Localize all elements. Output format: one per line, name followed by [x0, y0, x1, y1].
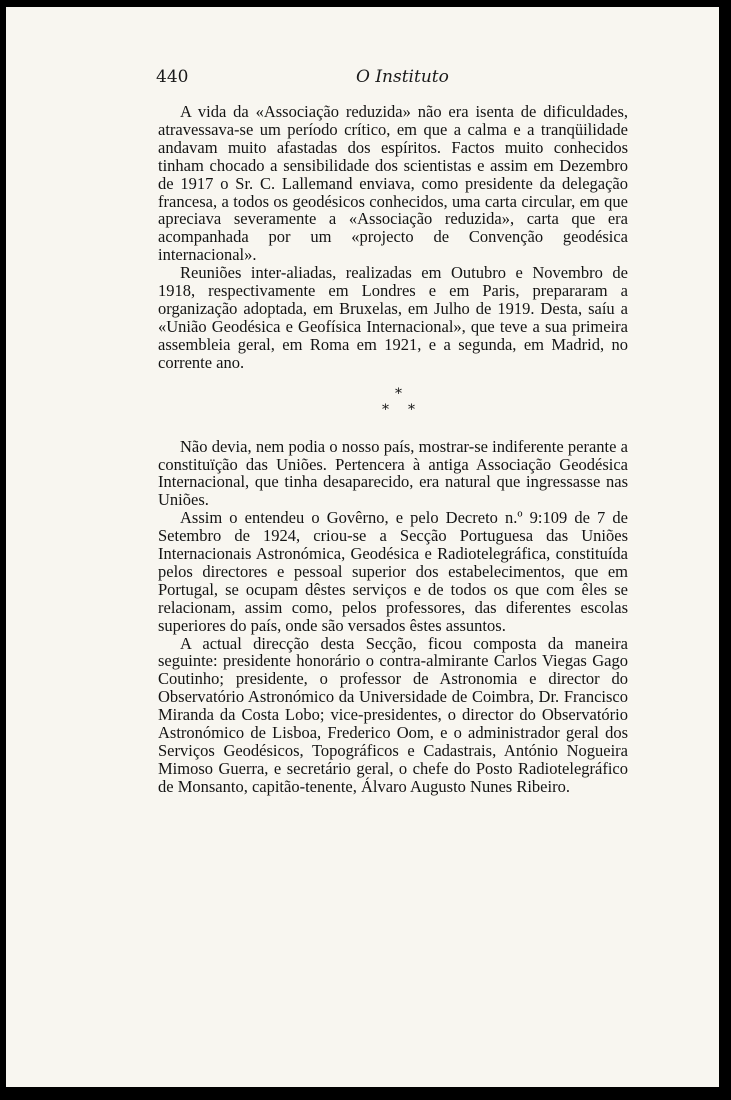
running-header — [6, 65, 719, 95]
paragraph-reunioes: Reuniões inter-aliadas, realizadas em Outubro e Novembro de 1918, respectivamente em Londres e em Paris, prepararam a organização adoptada, em Bruxelas, em Julho de 1919. Desta, saíu a «União Geodésica e Geofísica Internacional», que teve a sua primeira assembleia geral, em Roma em 1921, e a segunda, em Madrid, no corrente ano. — [158, 263, 628, 372]
section-separator — [158, 386, 628, 428]
paragraph-associacao: A vida da «Associação reduzida» não era isenta de dificuldades, atravessava-se um período crítico, em que a calma e a tranqüilidade andavam muito afastadas dos espíritos. Factos muito conhecidos tinham chocado a sensibilidade dos scientistas e assim em Dezembro de 1917 o Sr. C. Lallemand enviava, como presidente da delegação francesa, a todos os geodésicos conhecidos, uma carta circular, em que apreciava severamente a «Associação reduzida», carta que era acompanhada por um «projecto de Convenção geodésica internacional». — [158, 102, 628, 265]
paragraph-direccao: A actual direcção desta Secção, ficou composta da maneira seguinte: presidente honorário o contra-almirante Carlos Viegas Gago Coutinho; presidente, o professor de Astronomia e director do Observatório Astronómico da Universidade de Coimbra, Dr. Francisco Miranda da Costa Lobo; vice-presidentes, o director do Observatório Astronómico de Lisboa, Frederico Oom, e o administrador geral dos Serviços Geodésicos, Topográficos e Cadastrais, António Nogueira Mimoso Guerra, e secretário geral, o chefe do Posto Radiotelegráfico de Monsanto, capitão-tenente, Álvaro Augusto Nunes Ribeiro. — [158, 633, 628, 796]
paragraph-decreto: Assim o entendeu o Govêrno, e pelo Decreto n.º 9:109 de 7 de Setembro de 1924, criou-se a Secção Portuguesa das Uniões Internacionais Astronómica, Geodésica e Radiotelegráfica, constituída pelos directores e pessoal superior dos estabelecimentos, que em Portugal, se ocupam dêstes serviços e de todos os que com êles se relacionam, assim como, pelos professores, das diferentes escolas superiores do país, onde são versados êstes assuntos. — [158, 508, 628, 635]
paragraph-nao-devia: Não devia, nem podia o nosso país, mostrar-se indiferente perante a constituïção das Uniões. Pertencera à antiga Associação Geodésica Internacional, que tinha desaparecido, era natural que ingressasse nas Uniões. — [158, 436, 628, 510]
running-title: O Instituto — [356, 67, 449, 87]
body-text — [158, 103, 628, 796]
separator-star-left: * — [382, 401, 389, 418]
book-page — [6, 7, 719, 1087]
separator-star-right: * — [408, 401, 415, 418]
page-number: 440 — [156, 67, 189, 87]
separator-star-top: * — [395, 385, 402, 402]
